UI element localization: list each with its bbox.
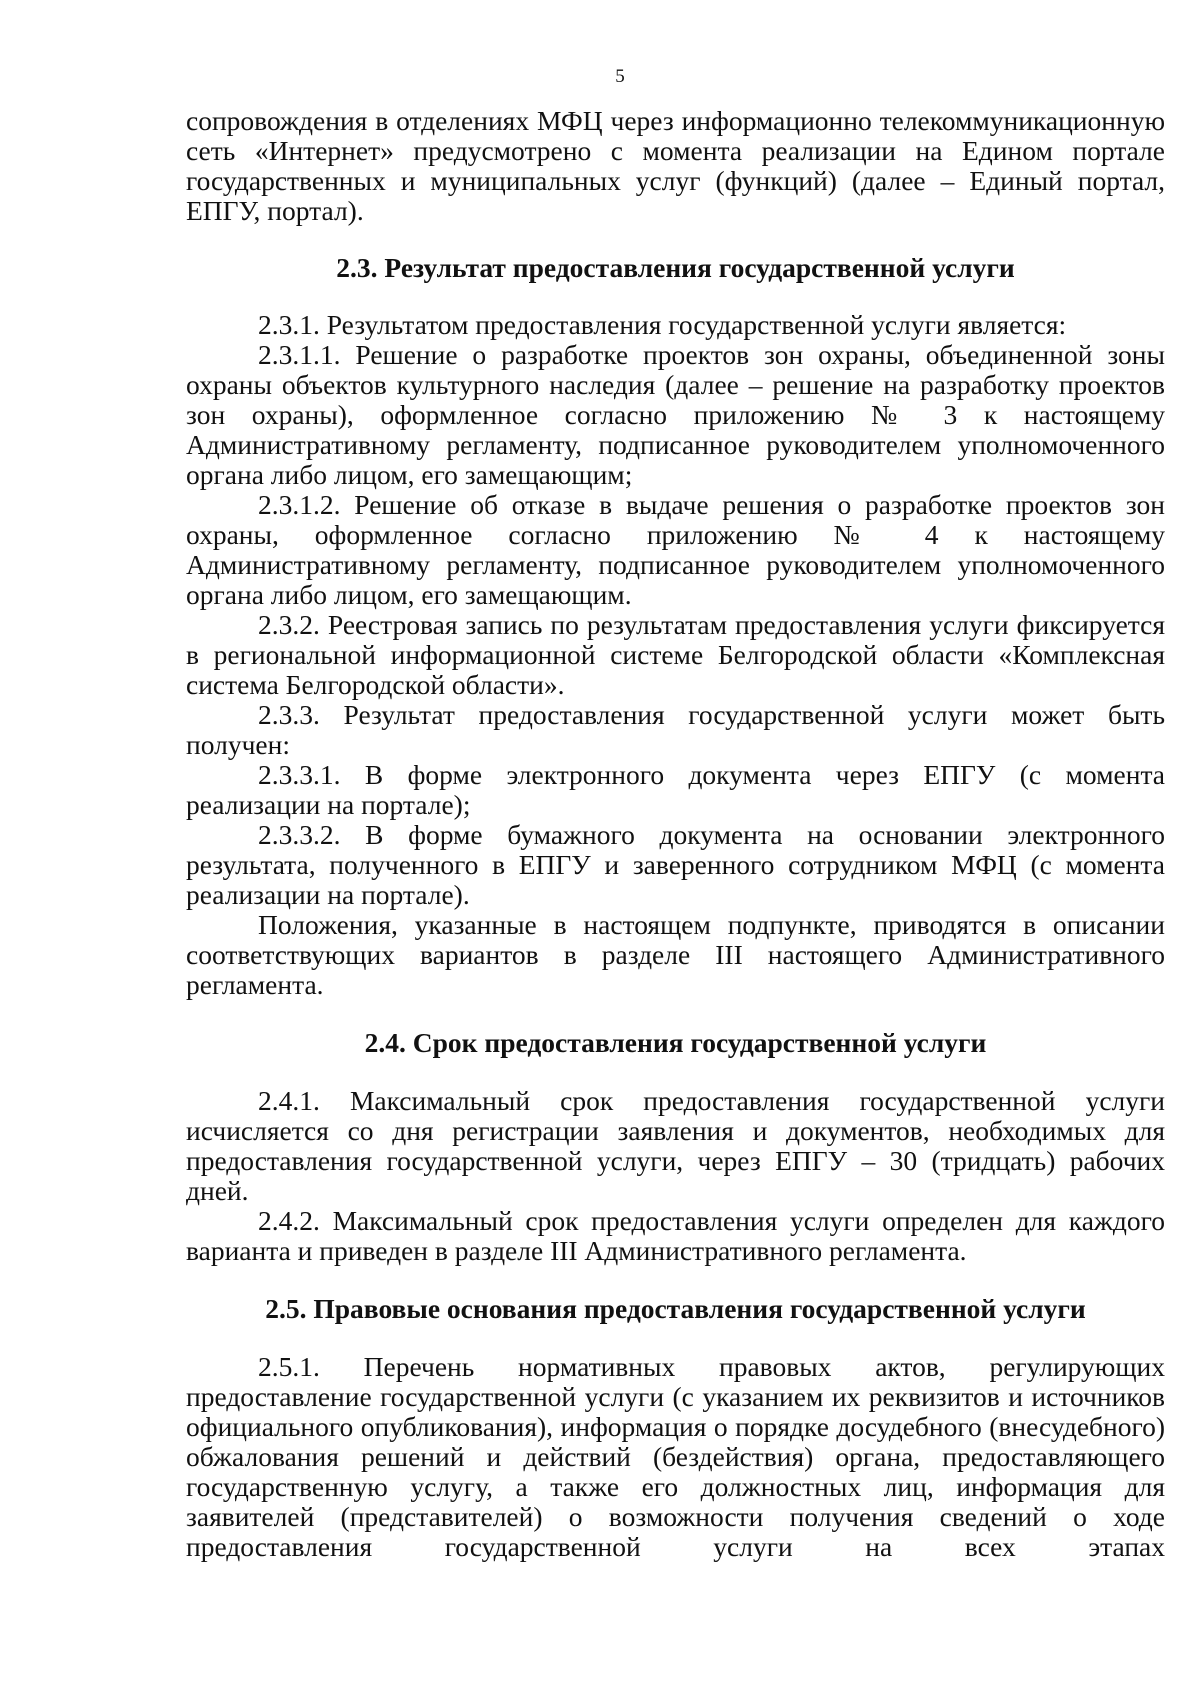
paragraph-2-3-1: 2.3.1. Результатом предоставления государственной услуги является: bbox=[258, 309, 1067, 340]
paragraph-2-4-2: 2.4.2. Максимальный срок предоставления услуги определен для каждого варианта и приведен в разделе III Административного регламента. bbox=[186, 1205, 1165, 1266]
paragraph-2-3-3-2: 2.3.3.2. В форме бумажного документа на основании электронного результата, полученного в ЕПГУ и заверенного сотрудником МФЦ (с момента реализации на портале). bbox=[186, 819, 1165, 910]
paragraph-2-4-1: 2.4.1. Максимальный срок предоставления государственной услуги исчисляется со дня регистрации заявления и документов, необходимых для предоставления государственной услуги, через ЕПГУ – 30 (тридцать) рабочих дней. bbox=[186, 1085, 1165, 1206]
page-number: 5 bbox=[615, 66, 625, 87]
paragraph-2-3-1-2: 2.3.1.2. Решение об отказе в выдаче решения о разработке проектов зон охраны, оформленное согласно приложению № 4 к настоящему Административному регламенту, подписанное руководителем уполномоченного органа либо лицом, его замещающим. bbox=[186, 489, 1165, 610]
paragraph-2-3-1-1: 2.3.1.1. Решение о разработке проектов зон охраны, объединенной зоны охраны объектов культурного наследия (далее – решение на разработку проектов зон охраны), оформленное согласно приложению № 3 к настоящему Административному регламенту, подписанное руководителем уполномоченного органа либо лицом, его замещающим; bbox=[186, 339, 1165, 490]
section-heading-2-5: 2.5. Правовые основания предоставления государственной услуги bbox=[265, 1293, 1086, 1324]
paragraph-provisions: Положения, указанные в настоящем подпункте, приводятся в описании соответствующих вариантов в разделе III настоящего Административного регламента. bbox=[186, 909, 1165, 1000]
paragraph-2-3-2: 2.3.2. Реестровая запись по результатам предоставления услуги фиксируется в региональной информационной системе Белгородской области «Комплексная система Белгородской области». bbox=[186, 609, 1165, 700]
intro-paragraph: сопровождения в отделениях МФЦ через информационно телекоммуникационную сеть «Интернет» предусмотрено с момента реализации на Едином портале государственных и муниципальных услуг (функций) (далее – Единый портал, ЕПГУ, портал). bbox=[186, 105, 1165, 226]
section-heading-2-3: 2.3. Результат предоставления государственной услуги bbox=[336, 252, 1015, 283]
paragraph-2-3-3: 2.3.3. Результат предоставления государственной услуги может быть получен: bbox=[186, 699, 1165, 760]
paragraph-2-3-3-1: 2.3.3.1. В форме электронного документа через ЕПГУ (с момента реализации на портале); bbox=[186, 759, 1165, 820]
paragraph-2-5-1: 2.5.1. Перечень нормативных правовых актов, регулирующих предоставление государственной услуги (с указанием их реквизитов и источников официального опубликования), информация о порядке досудебного (внесудебного) обжалования решений и действий (бездействия) органа, предоставляющего государственную услугу, а также его должностных лиц, информация для заявителей (представителей) о возможности получения сведений о ходе предоставления государственной услуги на всех этапах bbox=[186, 1351, 1165, 1562]
section-heading-2-4: 2.4. Срок предоставления государственной услуги bbox=[364, 1027, 987, 1058]
document-body bbox=[186, 106, 1165, 1562]
